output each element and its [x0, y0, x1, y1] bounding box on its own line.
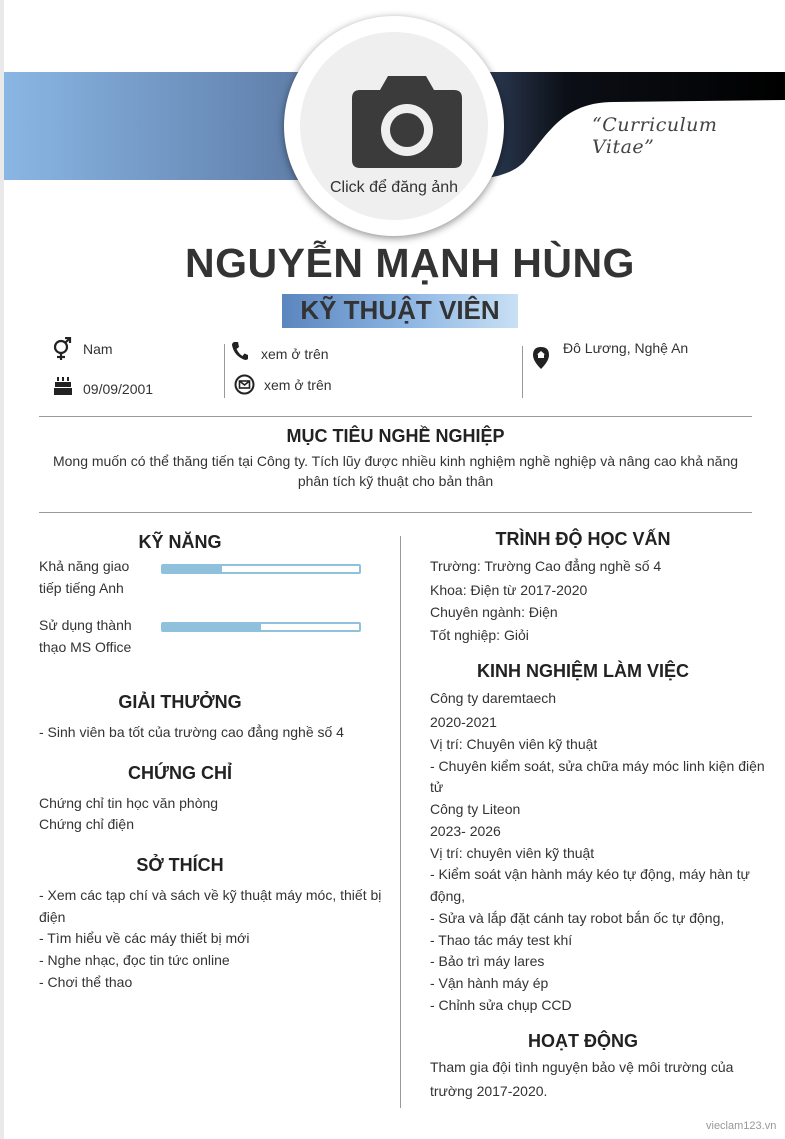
objective-text: Mong muốn có thể thăng tiến tại Công ty. Tích lũy được nhiều kinh nghiệm nghề nghiệp và nâng cao khả năng phân tích kỹ thuật cho bản thân	[52, 453, 739, 489]
email-icon	[234, 374, 255, 395]
experience-title: KINH NGHIỆM LÀM VIỆC	[476, 661, 689, 681]
experience-line: Vị trí: Chuyên viên kỹ thuật	[430, 736, 598, 752]
phone-value: xem ở trên	[261, 346, 329, 362]
address-value: Đô Lương, Nghệ An	[563, 340, 689, 356]
experience-line: 2020-2021	[430, 714, 497, 730]
education-line: Chuyên ngành: Điện	[430, 604, 558, 620]
education-line: Trường: Trường Cao đẳng nghề số 4	[430, 558, 662, 574]
contact-divider-2	[522, 346, 523, 398]
cv-page	[4, 0, 785, 1139]
candidate-name: NGUYỄN MẠNH HÙNG	[185, 240, 635, 286]
hobby-line: - Chơi thể thao	[39, 974, 133, 990]
skill-label: Sử dụng thành	[39, 617, 132, 633]
job-title-banner	[282, 294, 518, 328]
objective-title: MỤC TIÊU NGHỀ NGHIỆP	[286, 426, 505, 446]
cv-title: “Curriculum Vitae”	[592, 114, 718, 158]
divider-middle	[39, 512, 752, 513]
phone-icon	[231, 341, 249, 361]
experience-line: 2023- 2026	[430, 823, 501, 839]
skill-level-bar	[161, 622, 361, 632]
award-item: - Sinh viên ba tốt của trường cao đẳng nghề số 4	[39, 724, 344, 740]
experience-line: - Kiểm soát vận hành máy kéo tự động, máy hàn tự	[430, 866, 750, 882]
experience-line: Công ty daremtaech	[430, 690, 557, 706]
education-title: TRÌNH ĐỘ HỌC VẤN	[495, 529, 671, 549]
hobbies-title: SỞ THÍCH	[136, 855, 224, 875]
skill-label: thạo MS Office	[39, 639, 132, 655]
skills-title: KỸ NĂNG	[138, 532, 222, 552]
experience-line: tử	[430, 779, 444, 795]
certificate-item: Chứng chỉ tin học văn phòng	[39, 795, 219, 811]
job-title: KỸ THUẬT VIÊN	[300, 295, 500, 325]
avatar-label: Click để đăng ảnh	[329, 179, 459, 196]
activities-title: HOẠT ĐỘNG	[528, 1031, 638, 1051]
activity-line: trường 2017-2020.	[430, 1083, 548, 1099]
hobby-line: điện	[39, 909, 66, 925]
hobby-line: - Xem các tạp chí và sách về kỹ thuật máy móc, thiết bị	[39, 887, 382, 903]
hobby-line: - Tìm hiểu về các máy thiết bị mới	[39, 930, 250, 946]
experience-line: - Bảo trì máy lares	[430, 953, 545, 969]
skill-level-fill	[163, 566, 222, 572]
divider-top	[39, 416, 752, 417]
gender-icon	[52, 337, 72, 361]
experience-line: Vị trí: chuyên viên kỹ thuật	[430, 845, 595, 861]
certificates-title: CHỨNG CHỈ	[128, 763, 232, 783]
contact-divider-1	[224, 344, 225, 398]
skill-label: tiếp tiếng Anh	[39, 580, 124, 596]
location-pin-icon	[532, 346, 550, 370]
experience-line: - Chỉnh sửa chụp CCD	[430, 997, 572, 1013]
hobby-line: - Nghe nhạc, đọc tin tức online	[39, 952, 230, 968]
email-value: xem ở trên	[264, 377, 332, 393]
skill-level-bar	[161, 564, 361, 574]
birthday-value: 09/09/2001	[83, 381, 154, 397]
awards-title: GIẢI THƯỞNG	[118, 692, 242, 712]
camera-icon	[350, 72, 464, 168]
experience-line: Công ty Liteon	[430, 801, 521, 817]
column-divider	[400, 536, 401, 1108]
certificate-item: Chứng chỉ điện	[39, 816, 134, 832]
avatar-placeholder	[300, 32, 488, 220]
skill-label: Khả năng giao	[39, 558, 130, 574]
experience-line: - Vận hành máy ép	[430, 975, 549, 991]
education-line: Khoa: Điện từ 2017-2020	[430, 582, 588, 598]
experience-line: động,	[430, 888, 466, 904]
experience-line: - Sửa và lắp đặt cánh tay robot bắn ốc tự động,	[430, 910, 725, 926]
watermark: vieclam123.vn	[706, 1120, 777, 1132]
gender-value: Nam	[83, 341, 113, 357]
activity-line: Tham gia đội tình nguyện bảo vệ môi trường của	[430, 1059, 734, 1075]
skill-level-fill	[163, 624, 261, 630]
experience-line: - Thao tác máy test khí	[430, 932, 573, 948]
birthday-cake-icon	[53, 376, 73, 396]
education-line: Tốt nghiệp: Giỏi	[430, 627, 529, 643]
avatar-upload[interactable]	[284, 16, 504, 236]
experience-line: - Chuyên kiểm soát, sửa chữa máy móc linh kiện điện	[430, 758, 765, 774]
